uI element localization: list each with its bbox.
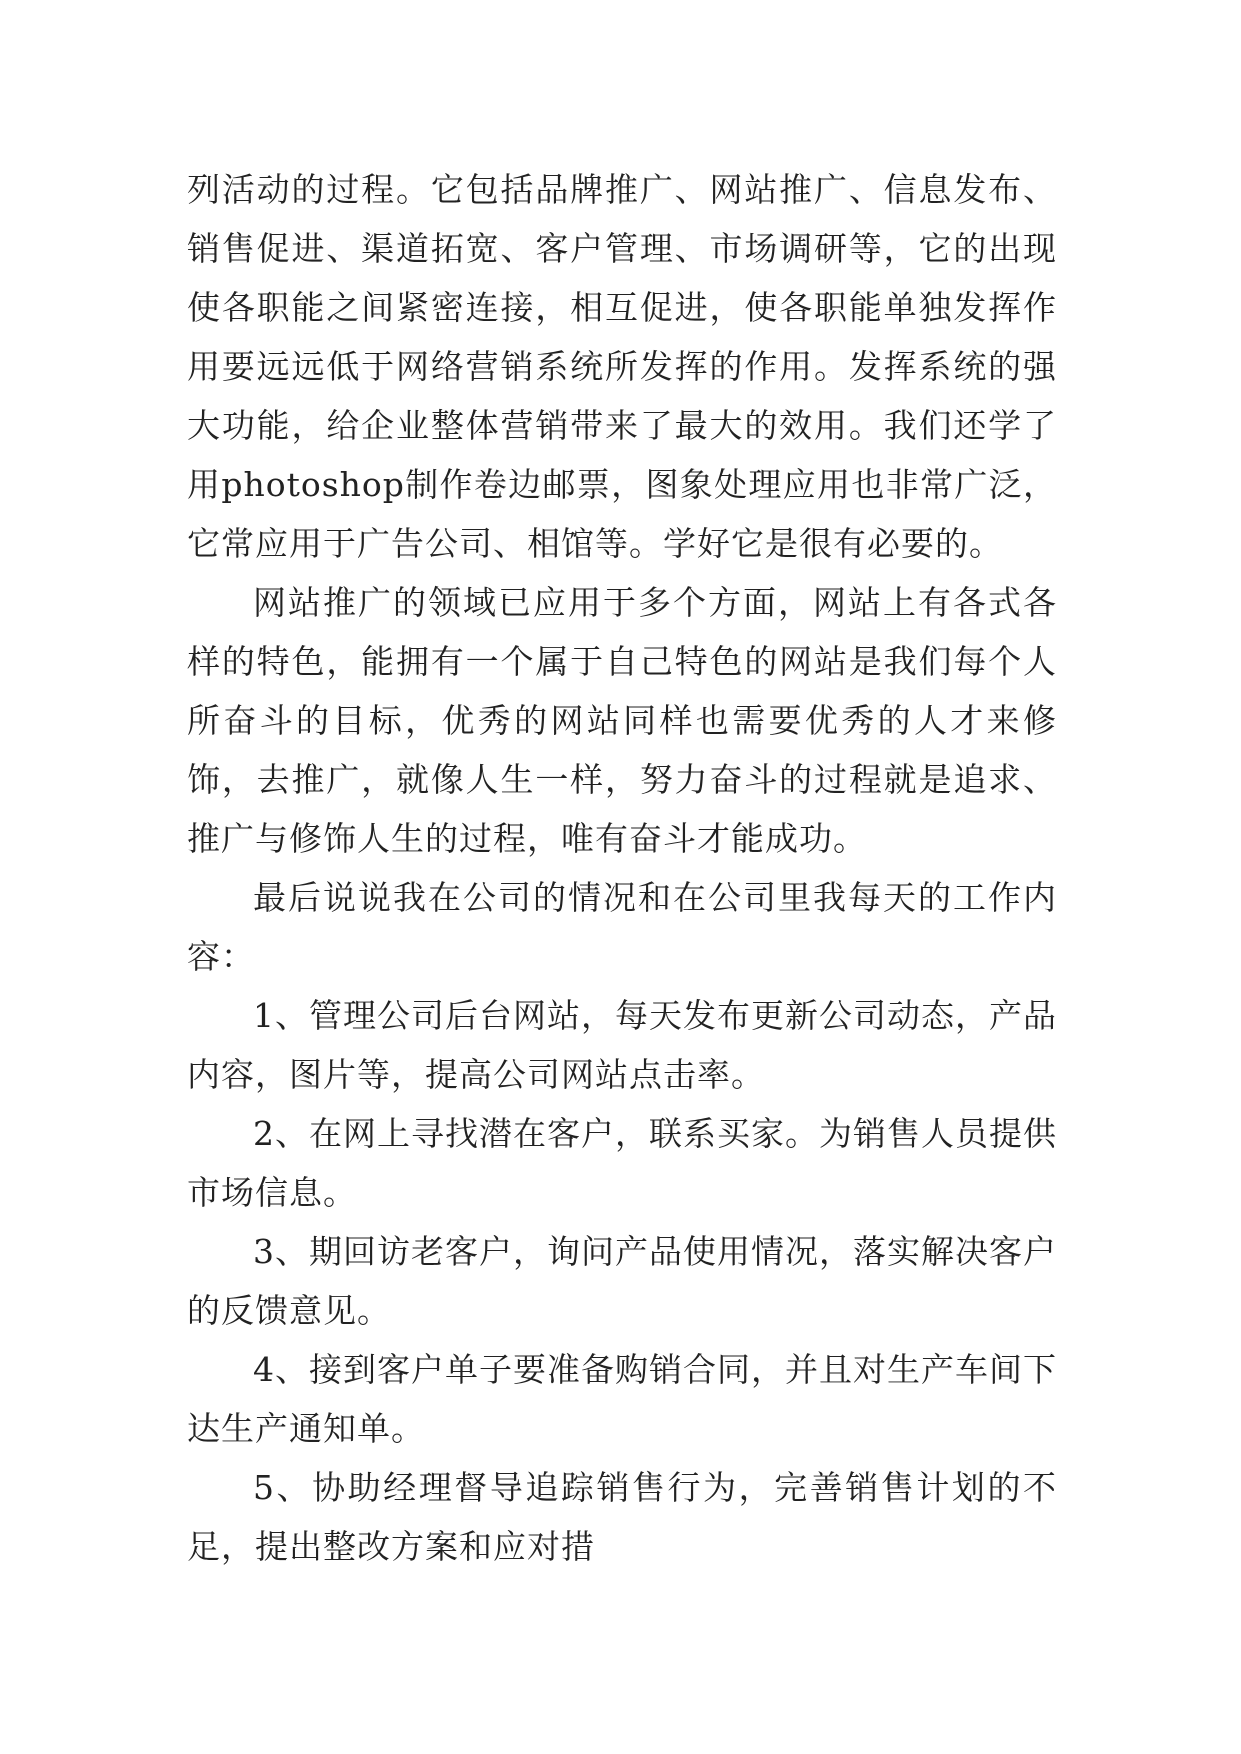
list-item-2: 2、在网上寻找潜在客户，联系买家。为销售人员提供市场信息。 (187, 1114, 1057, 1212)
list-item-5: 5、协助经理督导追踪销售行为，完善销售计划的不足，提出整改方案和应对措 (187, 1468, 1057, 1566)
document-body (187, 160, 1057, 1576)
list-item-4: 4、接到客户单子要准备购销合同，并且对生产车间下达生产通知单。 (187, 1350, 1057, 1448)
paragraph-work-intro: 最后说说我在公司的情况和在公司里我每天的工作内容： (187, 878, 1057, 976)
list-item-1: 1、管理公司后台网站，每天发布更新公司动态，产品内容，图片等，提高公司网站点击率。 (187, 996, 1057, 1094)
list-item-3: 3、期回访老客户，询问产品使用情况，落实解决客户的反馈意见。 (187, 1232, 1057, 1330)
paragraph-website-promotion: 网站推广的领域已应用于多个方面，网站上有各式各样的特色，能拥有一个属于自己特色的网站是我们每个人所奋斗的目标，优秀的网站同样也需要优秀的人才来修饰，去推广，就像人生一样，努力奋斗的过程就是追求、推广与修饰人生的过程，唯有奋斗才能成功。 (187, 583, 1057, 858)
paragraph-continuation: 列活动的过程。它包括品牌推广、网站推广、信息发布、销售促进、渠道拓宽、客户管理、市场调研等，它的出现使各职能之间紧密连接，相互促进，使各职能单独发挥作用要远远低于网络营销系统所发挥的作用。发挥系统的强大功能，给企业整体营销带来了最大的效用。我们还学了用photoshop制作卷边邮票，图象处理应用也非常广泛，它常应用于广告公司、相馆等。学好它是很有必要的。 (187, 170, 1057, 563)
